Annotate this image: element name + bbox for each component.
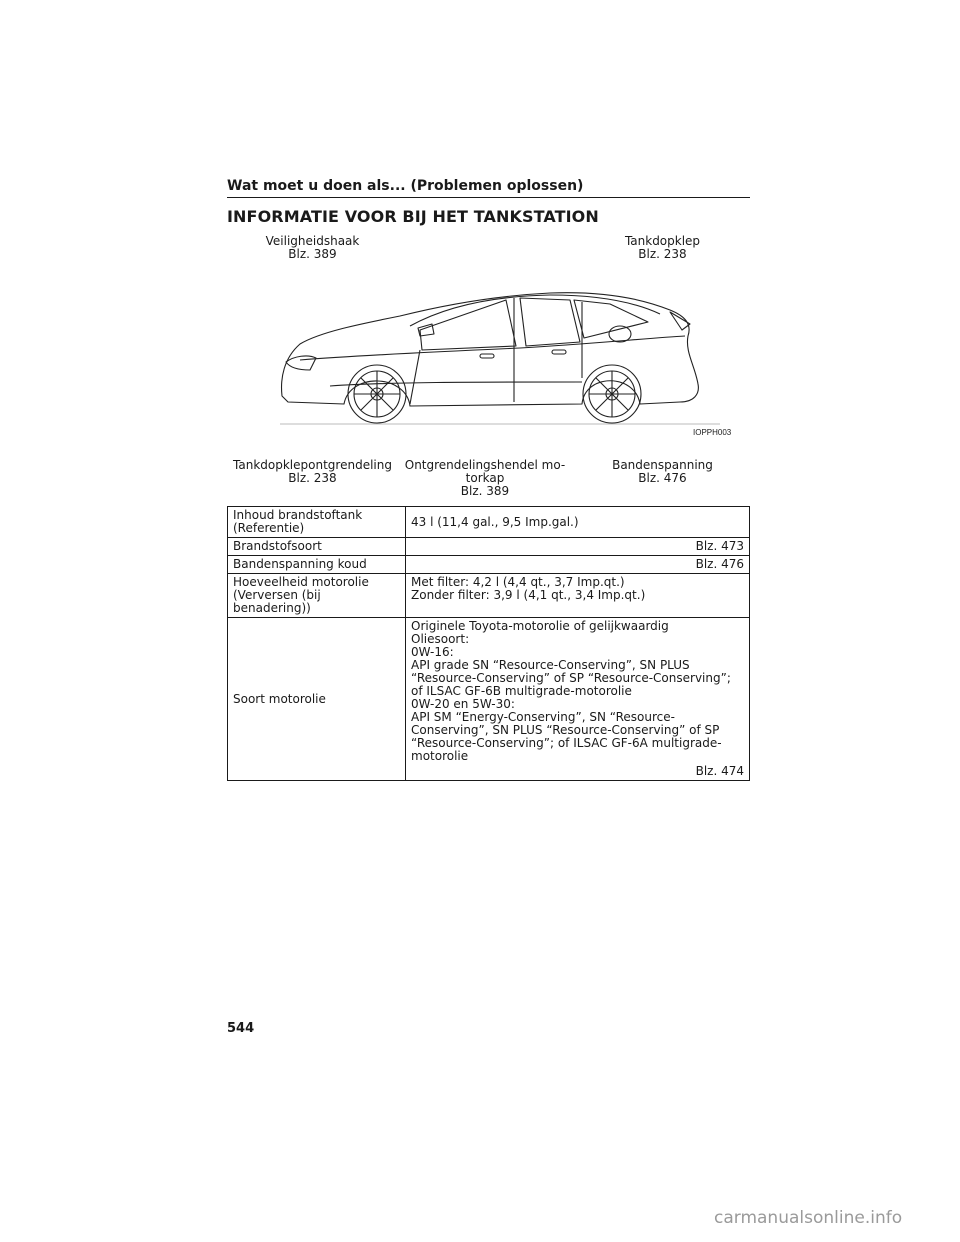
figure-code: IOPPH003: [693, 428, 732, 437]
callout-safety-hook: Veiligheidshaak Blz. 389: [265, 234, 360, 261]
table-cell-label: Bandenspanning koud: [228, 556, 406, 574]
table-cell-value: Originele Toyota-motorolie of gelijkwaardig Oliesoort: 0W-16: API grade SN “Resource-Conserving”, SN PLUS “Resource-Conserving” of SP “Resource-Conserving”; of ILSAC GF-6B multigrade-motorolie 0W-20 en 5W-30: API SM “Energy-Conserving”, SN “Resource-Conserving”, SN PLUS “Resource-Conserving” of SP “Resource-Conserving”; of ILSAC GF-6A multigrade-motorolie Blz. 474: [406, 618, 750, 781]
page-title: INFORMATIE VOOR BIJ HET TANKSTATION: [227, 207, 599, 226]
table-row: [228, 538, 750, 556]
callout-fuel-door-release: Tankdopklepontgrendeling Blz. 238: [233, 458, 392, 485]
fuel-info-table: [227, 506, 750, 781]
table-row: [228, 618, 750, 781]
table-cell-value: 43 l (11,4 gal., 9,5 Imp.gal.): [406, 507, 750, 538]
table-cell-label: Inhoud brandstoftank (Referentie): [228, 507, 406, 538]
table-cell-label: Soort motorolie: [228, 618, 406, 781]
section-header: Wat moet u doen als... (Problemen oplossen): [227, 178, 750, 198]
watermark: carmanualsonline.info: [714, 1208, 903, 1228]
callout-tire-pressure: Bandenspanning Blz. 476: [612, 458, 713, 485]
table-row: [228, 507, 750, 538]
callout-hood-release: Ontgrendelingshendel mo- torkap Blz. 389: [404, 458, 566, 498]
table-cell-value: Blz. 473: [406, 538, 750, 556]
callout-fuel-door: Tankdopklep Blz. 238: [624, 234, 701, 261]
table-cell-label: Brandstofsoort: [228, 538, 406, 556]
car-side-view-icon: [270, 278, 740, 438]
table-row: [228, 556, 750, 574]
car-side-illustration: [270, 278, 740, 438]
page-number: 544: [227, 1021, 255, 1036]
table-cell-label: Hoeveelheid motorolie (Verversen (bij benadering)): [228, 574, 406, 618]
table-cell-value: Met filter: 4,2 l (4,4 qt., 3,7 Imp.qt.) Zonder filter: 3,9 l (4,1 qt., 3,4 Imp.qt.): [406, 574, 750, 618]
table-cell-value: Blz. 476: [406, 556, 750, 574]
table-row: [228, 574, 750, 618]
